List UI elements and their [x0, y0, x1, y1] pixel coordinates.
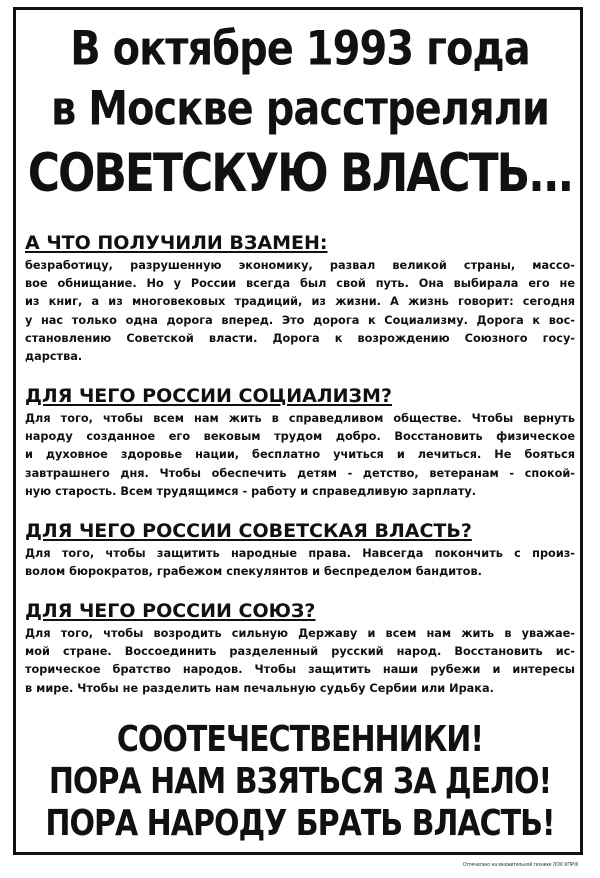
- body-line: торическое братство народов. Чтобы защитить наши рубежи и интересы: [25, 663, 575, 677]
- section-socialism: [25, 385, 575, 501]
- title-line-1: В октябре 1993 года: [70, 21, 530, 77]
- body-line: завтрашнего дня. Чтобы обеспечить детям - детство, ветеранам - спокой-: [25, 466, 575, 480]
- call-to-action-line-2: ПОРА НАМ ВЗЯТЬСЯ ЗА ДЕЛО!: [48, 760, 552, 803]
- section-what-we-got: [25, 232, 575, 366]
- call-to-action-line-1: СООТЕЧЕСТВЕННИКИ!: [116, 718, 484, 761]
- body-line: из книг, а из многовековых традиций, из жизни. А жизнь говорит: сегодня: [25, 295, 575, 309]
- body-line: безработицу, разрушенную экономику, развал великой страны, массо-: [25, 259, 575, 272]
- body-line: в мире. Чтобы не разделить нам печальную судьбу Сербии или Ирака.: [25, 681, 494, 695]
- section-heading: ДЛЯ ЧЕГО РОССИИ СОЮЗ?: [25, 600, 316, 622]
- call-to-action-line-3: ПОРА НАРОДУ БРАТЬ ВЛАСТЬ!: [45, 802, 555, 845]
- title-line-2: в Москве расстреляли: [50, 81, 550, 137]
- body-line: Для того, чтобы всем нам жить в справедливом обществе. Чтобы вернуть: [25, 412, 575, 425]
- body-line: Для того, чтобы защитить народные права. Навсегда покончить с произ-: [25, 547, 575, 560]
- body-line: ную старость. Всем трудящимся - работу и справедливую зарплату.: [25, 484, 477, 498]
- body-line: вое обнищание. Но у России всегда был свой путь. Она выбирала его не: [25, 277, 575, 291]
- section-soviet-power: [25, 520, 575, 581]
- section-heading: А ЧТО ПОЛУЧИЛИ ВЗАМЕН:: [25, 232, 328, 254]
- section-body: [25, 545, 575, 581]
- section-heading: ДЛЯ ЧЕГО РОССИИ СОЦИАЛИЗМ?: [25, 385, 392, 407]
- body-line: мой стране. Воссоединить разделенный русский народ. Восстановить ис-: [25, 645, 575, 659]
- section-body: [25, 410, 575, 501]
- title-line-3: СОВЕТСКУЮ ВЛАСТЬ...: [27, 142, 573, 205]
- body-line: у нас только одна дорога вперед. Это дорога к Социализму. Дорога к вос-: [25, 313, 575, 327]
- body-line: и духовное здоровье нации, бесплатно учиться и лечиться. Не бояться: [25, 448, 575, 462]
- body-line: становлению Советской власти. Дорога к возрождению Союзного госу-: [25, 331, 575, 345]
- section-body: [25, 625, 575, 698]
- body-line: дарства.: [25, 349, 83, 363]
- section-union: [25, 600, 575, 698]
- section-body: [25, 257, 575, 366]
- printer-imprint: Отпечатано на множительной технике ЛОК КПРФ: [462, 862, 578, 868]
- section-heading: ДЛЯ ЧЕГО РОССИИ СОВЕТСКАЯ ВЛАСТЬ?: [25, 520, 472, 542]
- body-line: Для того, чтобы возродить сильную Державу и всем нам жить в уважае-: [25, 627, 575, 640]
- body-line: волом бюрократов, грабежом спекулянтов и беспределом бандитов.: [25, 565, 482, 579]
- body-line: народу созданное его вековым трудом добро. Восстановить физическое: [25, 430, 575, 444]
